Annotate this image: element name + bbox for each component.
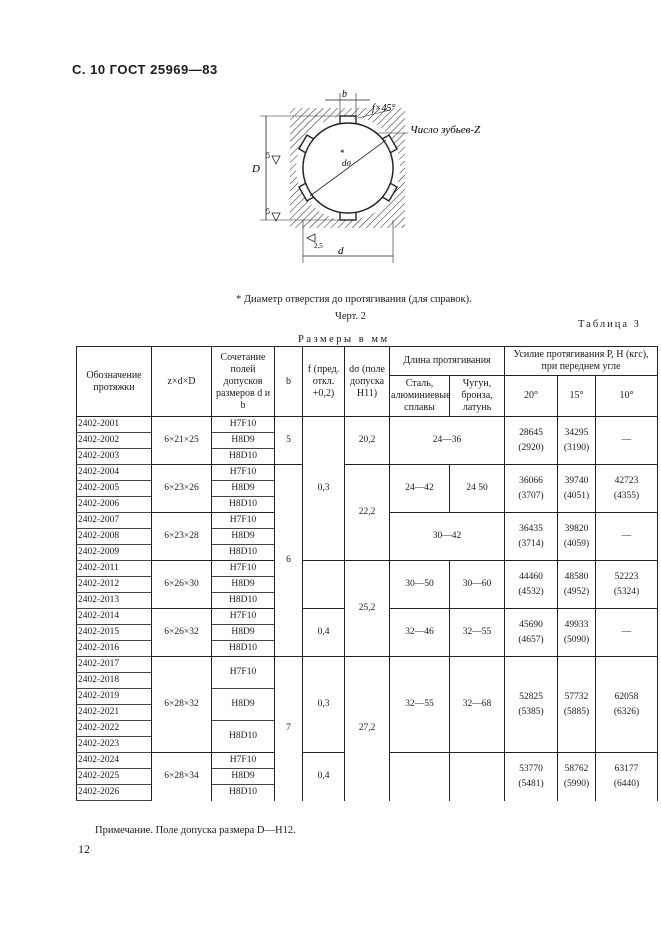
table-row bbox=[77, 465, 658, 481]
page-number: 12 bbox=[78, 842, 90, 856]
steel-cell: 32—46 bbox=[390, 609, 450, 657]
fit-cell: H8D9 bbox=[212, 481, 275, 497]
table-row bbox=[77, 417, 658, 433]
code-cell: 2402-2013 bbox=[77, 593, 152, 609]
zdD-cell: 6×21×25 bbox=[152, 417, 212, 465]
code-cell: 2402-2005 bbox=[77, 481, 152, 497]
force-20-cell: 53770 (5481) bbox=[505, 753, 558, 801]
steel-cell: 30—50 bbox=[390, 561, 450, 609]
steel-cell: 32—55 bbox=[390, 657, 450, 753]
force-10-cell: — bbox=[596, 417, 658, 465]
force-15-cell: 49933 (5090) bbox=[558, 609, 596, 657]
col-length: Длина протягивания bbox=[390, 347, 505, 376]
iron-cell: 32—55 bbox=[450, 609, 505, 657]
force-10-cell: 62058 (6326) bbox=[596, 657, 658, 753]
code-cell: 2402-2004 bbox=[77, 465, 152, 481]
fit-cell: H8D10 bbox=[212, 593, 275, 609]
code-cell: 2402-2001 bbox=[77, 417, 152, 433]
code-cell: 2402-2024 bbox=[77, 753, 152, 769]
zdD-cell: 6×23×26 bbox=[152, 465, 212, 513]
f-cell-empty bbox=[303, 561, 345, 609]
fit-cell: H7F10 bbox=[212, 513, 275, 529]
fit-cell: H8D9 bbox=[212, 689, 275, 721]
roughness-bottom-value: 5 bbox=[266, 207, 270, 216]
force-10-cell: — bbox=[596, 609, 658, 657]
code-cell: 2402-2007 bbox=[77, 513, 152, 529]
dsigma-cell: 22,2 bbox=[345, 465, 390, 561]
dsigma-cell: 25,2 bbox=[345, 561, 390, 657]
col-iron: Чугун, бронза, латунь bbox=[450, 376, 505, 417]
steel-cell: 24—42 bbox=[390, 465, 450, 513]
col-force: Усилие протягивания P, Н (кгс), при переднем угле bbox=[505, 347, 658, 376]
splined-hole-drawing bbox=[230, 88, 530, 268]
fit-cell: H7F10 bbox=[212, 465, 275, 481]
steel-cell-empty bbox=[390, 753, 450, 801]
teeth-count-label: Число зубьев-Z bbox=[410, 124, 481, 136]
code-cell: 2402-2017 bbox=[77, 657, 152, 673]
fit-cell: H7F10 bbox=[212, 657, 275, 689]
b-cell: 5 bbox=[275, 417, 303, 465]
fit-cell: H8D10 bbox=[212, 545, 275, 561]
col-b: b bbox=[275, 347, 303, 417]
code-cell: 2402-2021 bbox=[77, 705, 152, 721]
fit-cell: H8D10 bbox=[212, 497, 275, 513]
code-cell: 2402-2018 bbox=[77, 673, 152, 689]
page-header: С. 10 ГОСТ 25969—83 bbox=[72, 62, 218, 77]
force-15-cell: 57732 (5885) bbox=[558, 657, 596, 753]
iron-cell: 32—68 bbox=[450, 657, 505, 753]
zdD-cell: 6×26×30 bbox=[152, 561, 212, 609]
code-cell: 2402-2023 bbox=[77, 737, 152, 753]
dim-b-label: b bbox=[342, 89, 347, 100]
force-20-cell: 45690 (4657) bbox=[505, 609, 558, 657]
footnote: * Диаметр отверстия до протягивания (для справок). bbox=[236, 294, 472, 305]
fit-cell: H8D10 bbox=[212, 785, 275, 801]
force-10-cell: 63177 (6440) bbox=[596, 753, 658, 801]
fit-cell: H8D9 bbox=[212, 433, 275, 449]
f-cell: 0,3 bbox=[303, 417, 345, 561]
fit-cell: H8D9 bbox=[212, 577, 275, 593]
code-cell: 2402-2022 bbox=[77, 721, 152, 737]
dim-f-label: f×45° bbox=[372, 103, 396, 114]
force-10-cell: 42723 (4355) bbox=[596, 465, 658, 513]
f-cell: 0,4 bbox=[303, 753, 345, 801]
force-15-cell: 48580 (4952) bbox=[558, 561, 596, 609]
force-20-cell: 36066 (3707) bbox=[505, 465, 558, 513]
col-angle-15: 15° bbox=[558, 376, 596, 417]
col-designation: Обозначение протяжки bbox=[77, 347, 152, 417]
code-cell: 2402-2008 bbox=[77, 529, 152, 545]
code-cell: 2402-2019 bbox=[77, 689, 152, 705]
zdD-cell: 6×26×32 bbox=[152, 609, 212, 657]
f-cell: 0,4 bbox=[303, 609, 345, 657]
table-note: Примечание. Поле допуска размера D—H12. bbox=[95, 825, 296, 836]
iron-cell: 30—60 bbox=[450, 561, 505, 609]
force-20-cell: 28645 (2920) bbox=[505, 417, 558, 465]
code-cell: 2402-2006 bbox=[77, 497, 152, 513]
col-f: f (пред. откл. +0,2) bbox=[303, 347, 345, 417]
length-cell: 24—36 bbox=[390, 417, 505, 465]
code-cell: 2402-2011 bbox=[77, 561, 152, 577]
fit-cell: H8D9 bbox=[212, 769, 275, 785]
table-caption: Таблица 3 bbox=[578, 319, 641, 330]
code-cell: 2402-2026 bbox=[77, 785, 152, 801]
roughness-top-value: 5 bbox=[266, 151, 270, 160]
col-zdD: z×d×D bbox=[152, 347, 212, 417]
fit-cell: H8D9 bbox=[212, 625, 275, 641]
code-cell: 2402-2002 bbox=[77, 433, 152, 449]
fit-cell: H8D10 bbox=[212, 641, 275, 657]
b-cell: 7 bbox=[275, 657, 303, 801]
code-cell: 2402-2015 bbox=[77, 625, 152, 641]
dim-D-label: D bbox=[252, 163, 260, 175]
dsigma-cell: 27,2 bbox=[345, 657, 390, 801]
dim-dsigma-label: dσ bbox=[342, 158, 351, 168]
zdD-cell: 6×28×32 bbox=[152, 657, 212, 753]
col-angle-20: 20° bbox=[505, 376, 558, 417]
drawing-caption: Черт. 2 bbox=[335, 311, 366, 322]
force-20-cell: 52825 (5385) bbox=[505, 657, 558, 753]
force-10-cell: 52223 (5324) bbox=[596, 561, 658, 609]
force-15-cell: 39820 (4059) bbox=[558, 513, 596, 561]
code-cell: 2402-2025 bbox=[77, 769, 152, 785]
length-cell: 30—42 bbox=[390, 513, 505, 561]
fit-cell: H7F10 bbox=[212, 417, 275, 433]
iron-cell: 24 50 bbox=[450, 465, 505, 513]
code-cell: 2402-2012 bbox=[77, 577, 152, 593]
col-dsigma: dσ (поле допуска H11) bbox=[345, 347, 390, 417]
col-angle-10: 10° bbox=[596, 376, 658, 417]
fit-cell: H7F10 bbox=[212, 753, 275, 769]
f-cell: 0,3 bbox=[303, 657, 345, 753]
force-20-cell: 44460 (4532) bbox=[505, 561, 558, 609]
table-row bbox=[77, 561, 658, 577]
force-15-cell: 39740 (4051) bbox=[558, 465, 596, 513]
force-20-cell: 36435 (3714) bbox=[505, 513, 558, 561]
force-10-cell: — bbox=[596, 513, 658, 561]
b-cell: 6 bbox=[275, 465, 303, 657]
code-cell: 2402-2003 bbox=[77, 449, 152, 465]
code-cell: 2402-2016 bbox=[77, 641, 152, 657]
fit-cell: H8D9 bbox=[212, 529, 275, 545]
dsigma-cell: 20,2 bbox=[345, 417, 390, 465]
units-label: Размеры в мм bbox=[298, 334, 390, 345]
zdD-cell: 6×28×34 bbox=[152, 753, 212, 801]
fit-cell: H7F10 bbox=[212, 561, 275, 577]
code-cell: 2402-2009 bbox=[77, 545, 152, 561]
zdD-cell: 6×23×28 bbox=[152, 513, 212, 561]
col-steel: Сталь, алюминиевые сплавы bbox=[390, 376, 450, 417]
broach-table bbox=[76, 346, 658, 801]
code-cell: 2402-2014 bbox=[77, 609, 152, 625]
fit-cell: H7F10 bbox=[212, 609, 275, 625]
star-mark: * bbox=[340, 148, 345, 158]
iron-cell-empty bbox=[450, 753, 505, 801]
fit-cell: H8D10 bbox=[212, 721, 275, 753]
dim-d-label: d bbox=[338, 245, 344, 257]
force-15-cell: 34295 (3190) bbox=[558, 417, 596, 465]
table-row bbox=[77, 657, 658, 673]
force-15-cell: 58762 (5990) bbox=[558, 753, 596, 801]
roughness-right-value: 2,5 bbox=[314, 242, 323, 250]
fit-cell: H8D10 bbox=[212, 449, 275, 465]
col-fit: Сочетание полей допусков размеров d и b bbox=[212, 347, 275, 417]
